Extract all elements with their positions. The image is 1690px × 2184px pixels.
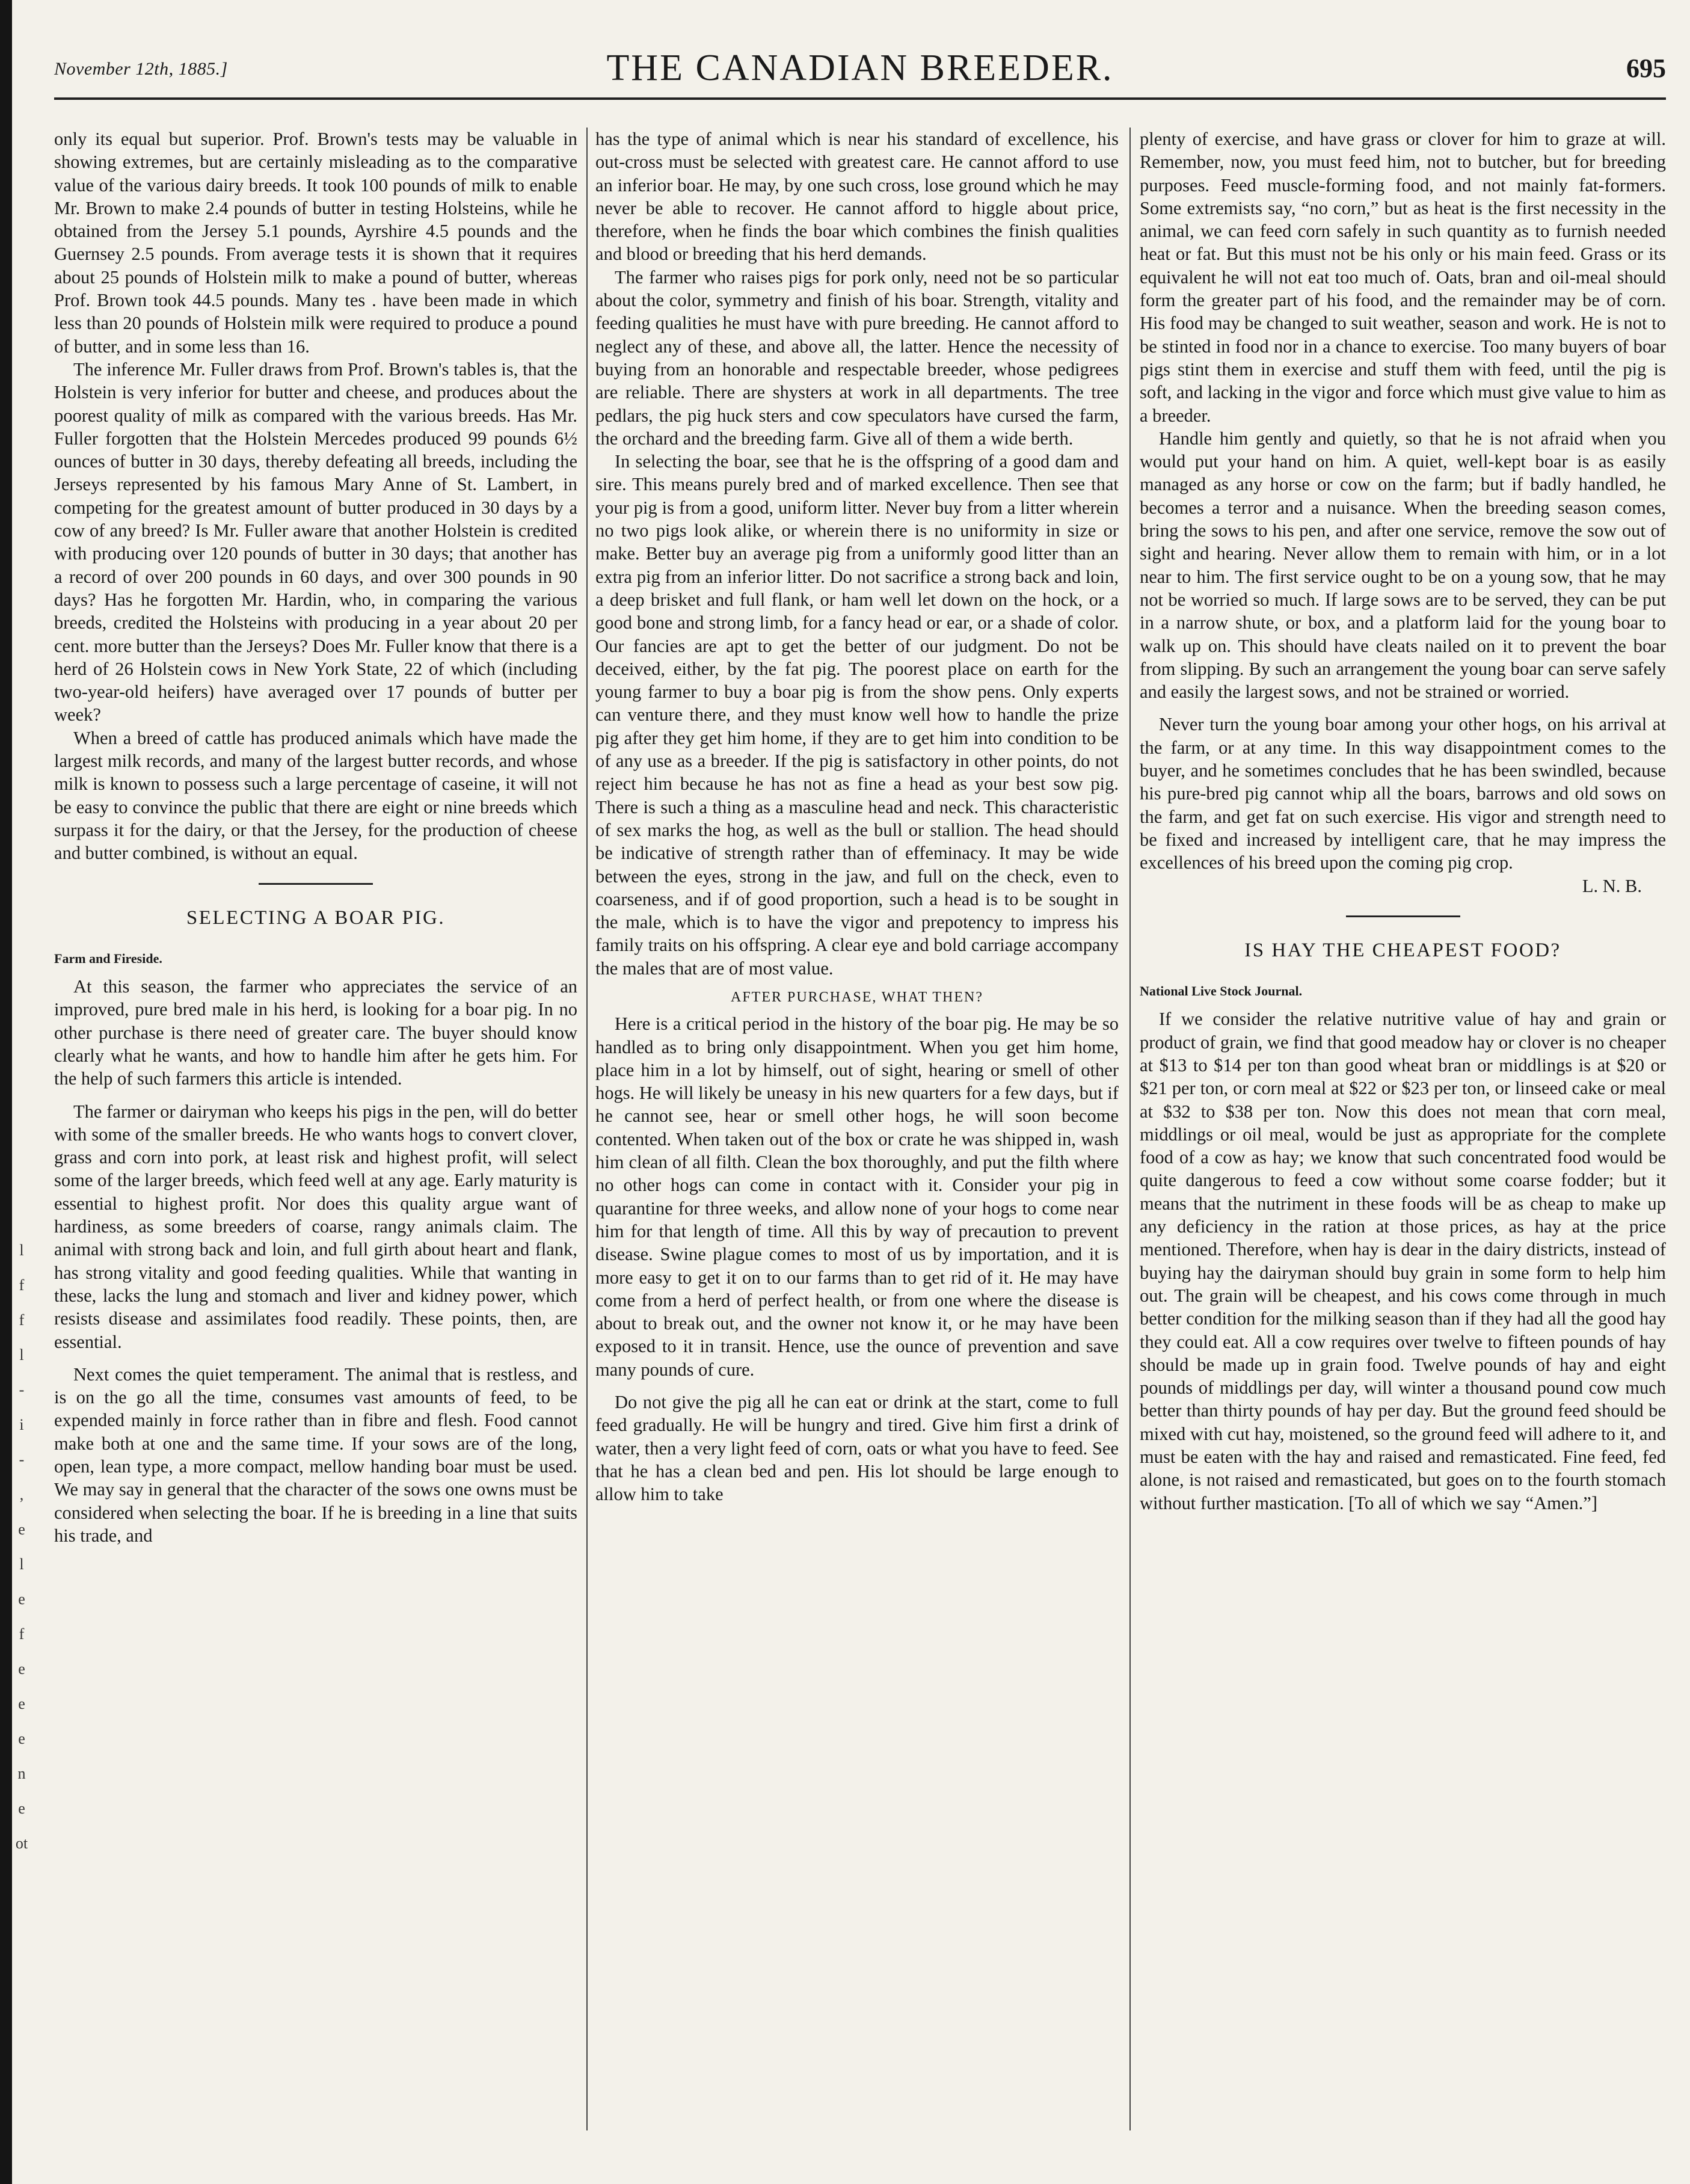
edge-letter: - [19,1381,25,1398]
article-paragraph: The farmer who raises pigs for pork only, need not be so particular about the color, symmetry and finish of his boar. Strength, vitality and feeding qualities he must have with pure breeding. He cannot afford to neglect any of these, and above all, the latter. Hence the necessity of buying from an honorable and respectable breeder, whose pedigrees are reliable. There are shysters at work in all departments. The tree pedlars, the pig huck sters and cow speculators have cursed the farm, the orchard and the breeding farm. Give all of them a wide berth. [595,266,1119,449]
column-2 [595,128,1119,2130]
edge-letter: ot [15,1835,28,1852]
edge-letter: e [18,1800,25,1817]
edge-letter: f [19,1311,25,1329]
article-source: Farm and Fireside. [54,950,162,966]
column-divider [586,128,588,2130]
article-headline: SELECTING A BOAR PIG. [186,906,446,929]
article-paragraph: When a breed of cattle has produced animals which have made the largest milk records, and many of the largest butter records, and whose milk is known to possess such a large percentage of caseine, it will not be easy to convince the public that there are eight or nine breeds which surpass it for the dairy, or that the Jersey, for the production of cheese and butter combined, is without an equal. [54,727,577,864]
edge-letter: e [18,1590,25,1608]
facing-page-edge-letters [14,1233,29,1861]
article-paragraph: plenty of exercise, and have grass or clover for him to graze at will. Remember, now, you must feed him, not to butcher, but for breeding purposes. Feed muscle-forming food, and not mainly fat-formers. Some extremists say, “no corn,” but as heat is the first necessity in the animal, we can feed corn safely in such quantity as to furnish needed heat or fat. But this must not be his only or his main feed. Grass or its equivalent he will not eat too much of. Oats, bran and oil-meal should form the greater part of his food, and the remainder may be of corn. His food may be changed to suit weather, season and work. He is not to be stinted in food nor in a chance to exercise. Too many buyers of boar pigs stint them in exercise and stuff them with feed, until the pig is soft, and lacking in the vigor and force which must give value to him as a breeder. [1140,129,1666,426]
edge-letter: n [17,1765,26,1782]
publication-title: THE CANADIAN BREEDER. [606,48,1114,88]
edge-letter: f [19,1276,25,1294]
article-paragraph: The farmer or dairyman who keeps his pigs in the pen, will do better with some of the smaller breeds. He who wants hogs to convert clover, grass and corn into pork, at least risk and highest profit, will select some of the larger breeds, which feed well at any age. Early maturity is essential to highest profit. Nor does this quality argue want of hardiness, as some breeders of coarse, rangy animals claim. The animal with strong back and loin, and full girth about heart and flank, has strong vitality and good feeding qualities. While that wanting in these, lacks the lung and stomach and liver and kidney power, which resists disease and assimilates food readily. These points, then, are essential. [54,1101,577,1352]
article-paragraph: The inference Mr. Fuller draws from Prof. Brown's tables is, that the Holstein is very inferior for butter and cheese, and produces about the poorest quality of milk as compared with the various breeds. Has Mr. Fuller forgotten that the Holstein Mercedes produced 99 pounds 6½ ounces of butter in 30 days, thereby defeating all breeds, including the Jerseys represented by his famous Mary Anne of St. Lambert, in competing for the greatest amount of butter produced in 30 days by a cow of any breed? Is Mr. Fuller aware that another Holstein is credited with producing over 120 pounds of butter in 30 days; that another has a record of over 200 pounds in 60 days, and over 300 pounds in 90 days? Has he forgotten Mr. Hardin, who, in comparing the various breeds, credited the Holsteins with producing in a year about 20 per cent. more butter than the Jerseys? Does Mr. Fuller know that there is a herd of 26 Holstein cows in New York State, 22 of which (including two-year-old heifers) have averaged over 17 pounds of butter per week? [54,358,577,725]
article-subheading: AFTER PURCHASE, WHAT THEN? [730,989,984,1005]
column-divider [1129,128,1131,2130]
article-paragraph: Next comes the quiet temperament. The animal that is restless, and is on the go all the time, consumes vast amounts of feed, to be expended mainly in force rather than in fibre and flesh. Food cannot make both at one and the same time. If your sows are of the long, open, lean type, a more compact, mellow handing boar must be used. We may say in general that the character of the sows one owns must be considered when selecting the boar. If he is breeding in a line that suits his trade, and [54,1364,577,1546]
article-paragraph: If we consider the relative nutritive value of hay and grain or product of grain, we find that good meadow hay or clover is no cheaper at $13 to $14 per ton than good wheat bran or middlings is at $20 or $21 per ton, or corn meal at $22 or $23 per ton, or linseed cake or meal at $32 to $38 per ton. Now this does not mean that corn meal, middlings or oil meal, would be just as appropriate for the complete food of a cow as hay; we know that such concentrated food would be quite dangerous to feed a cow without some coarse fodder; but it means that the nutriment in these foods will be as cheap to make up any deficiency in the ration at those prices, as hay at the price mentioned. Therefore, when hay is dear in the dairy districts, instead of buying hay the dairyman should buy grain in some form to help him out. The grain will be cheapest, and his cows come through in much better condition for the milking season than if they had all the good hay they could eat. All a cow requires over twelve to fifteen pounds of hay should be made up in grain food. Twelve pounds of hay and eight pounds of middlings per day, will winter a thousand pound cow much better than thirty pounds of hay per day. But the ground feed should be mixed with cut hay, moistened, so the ground feed will adhere to it, and must be eaten with the hay and raised and remasticated. Fine feed, fed alone, is not raised and remasticated, but goes on to the fourth stomach without further mastication. [To all of which we say “Amen.”] [1140,1009,1666,1513]
column-1 [54,128,577,2130]
article-paragraph: only its equal but superior. Prof. Brown's tests may be valuable in showing extremes, but are certainly misleading as to the comparative value of the various dairy breeds. It took 100 pounds of milk to enable Mr. Brown to make 2.4 pounds of butter in testing Holsteins, while he obtained from the Jersey 5.1 pounds, Ayrshire 4.5 pounds and the Guernsey 2.5 pounds. From average tests it is shown that it requires about 25 pounds of Holstein milk to make a pound of butter, whereas Prof. Brown took 44.5 pounds. Many tes . have been made in which less than 20 pounds of Holstein milk were required to produce a pound of butter, and in some less than 16. [54,129,577,357]
article-paragraph: At this season, the farmer who appreciates the service of an improved, pure bred male in his herd, is looking for a boar pig. In no other purchase is there need of greater care. The buyer should know clearly what he wants, and how to handle him after he gets him. For the help of such farmers this article is intended. [54,976,577,1089]
article-source: National Live Stock Journal. [1140,983,1303,999]
edge-letter: e [18,1695,25,1712]
page-binding-edge [0,0,12,2184]
article-paragraph: In selecting the boar, see that he is the offspring of a good dam and sire. This means purely bred and of marked excellence. Then see that your pig is from a good, uniform litter. Never buy from a litter wherein no two pigs look alike, or wherein there is no uniformity in size or make. Better buy an average pig from a uniformly good litter than an extra pig from an inferior litter. Do not sacrifice a strong back and loin, a deep brisket and full flank, or ham well let down on the hock, or a good bone and strong limb, for a fancy head or ear, or a shade of color. Our fancies are apt to get the better of our judgment. Do not be deceived, either, by the fat pig. The poorest place on earth for the young farmer to buy a boar pig is from the show pens. Only experts can venture there, and they must know well how to handle the prize pig after they get him home, if they are to get him into condition to be of any use as a breeder. If the pig is satisfactory in other points, do not reject him because he has not as fine a head as your best sow pig. There is such a thing as a masculine head and neck. This characteristic of sex marks the hog, as well as the bull or stallion. The head should be indicative of strength rather than of effeminacy. It may be wide between the eyes, strong in the jaw, and full on the check, even to coarseness, and if of good proportion, such a head is to be sought in the male, which is to have the vigor and prepotency to impress his family traits on his offspring. A clear eye and bold carriage accompany the males that are of most value. [595,451,1119,979]
issue-date: November 12th, 1885.] [54,59,228,79]
edge-letter: e [18,1521,25,1538]
edge-letter: l [19,1555,24,1573]
section-separator [259,883,373,885]
page-header [54,47,1666,95]
article-paragraph: Here is a critical period in the history of the boar pig. He may be so handled as to bring only disappointment. When you get him home, place him in a lot by himself, out of sight, hearing or smell of other hogs. He will likely be uneasy in his new quarters for a few days, but if he cannot see, hear or smell other hogs, he will soon become contented. When taken out of the box or crate he was shipped in, wash him clean of all filth. Clean the box thoroughly, and put the filth where no other hogs can come in contact with it. Consider your pig in quarantine for three weeks, and allow none of your hogs to come near him for that length of time. All this by way of precaution to prevent disease. Swine plague comes to most of us by importation, and it is more easy to get it on to our farms than to get rid of it. He may have come from a herd of perfect health, or from one where the disease is about to break out, and the owner not know it, or he may have been exposed to it in transit. Hence, use the ounce of prevention and save many pounds of cure. [595,1014,1119,1380]
edge-letter: e [18,1730,25,1747]
edge-letter: f [19,1625,25,1643]
article-paragraph: Never turn the young boar among your other hogs, on his arrival at the farm, or at any time. In this way disappointment comes to the buyer, and he sometimes concludes that he has been swindled, because his pure-bred pig cannot whip all the boars, barrows and old sows on the farm, and get fat on such exercise. His vigor and strength need to be fixed and increased by intelligent care, that he may impress the excellences of his breed upon the coming pig crop. [1140,714,1666,873]
header-rule [54,97,1666,100]
edge-letter: i [19,1416,24,1433]
column-3 [1140,128,1666,2130]
edge-letter: l [19,1241,24,1259]
article-paragraph: Do not give the pig all he can eat or drink at the start, come to full feed gradually. He will be hungry and tired. Give him first a drink of water, then a very light feed of corn, oats or what you have to feed. See that he has a clean bed and pen. His lot should be large enough to allow him to take [595,1392,1119,1505]
article-paragraph: has the type of animal which is near his standard of excellence, his out-cross must be selected with greatest care. He cannot afford to use an inferior boar. He may, by one such cross, lose ground which he may never be able to recover. He cannot afford to higgle about price, therefore, when he finds the boar which combines the finish qualities and blood or breeding that his herd demands. [595,129,1119,265]
edge-letter: e [18,1660,25,1678]
article-signature: L. N. B. [1582,875,1642,896]
edge-letter: - [19,1451,25,1468]
article-paragraph: Handle him gently and quietly, so that he is not afraid when you would put your hand on him. A quiet, well-kept boar is as easily managed as any horse or cow on the farm; but if badly handled, he becomes a terror and a nuisance. When the breeding season comes, bring the sows to his pen, and after one service, remove the sow out of sight and hearing. Never allow them to remain with him, or in a lot near to him. The first service ought to be on a young sow, that he may not be worried so much. If large sows are to be served, they can be put in a narrow shute, or box, and a platform laid for the young boar to walk up on. This should have cleats nailed on it to prevent the boar from slipping. By such an arrangement the young boar can serve safely and easily the largest sows, and not be strained or worried. [1140,428,1666,703]
edge-letter: l [19,1346,24,1364]
section-separator [1346,915,1460,917]
article-headline: IS HAY THE CHEAPEST FOOD? [1244,939,1561,961]
page-number: 695 [1626,54,1666,83]
edge-letter: , [19,1486,24,1503]
